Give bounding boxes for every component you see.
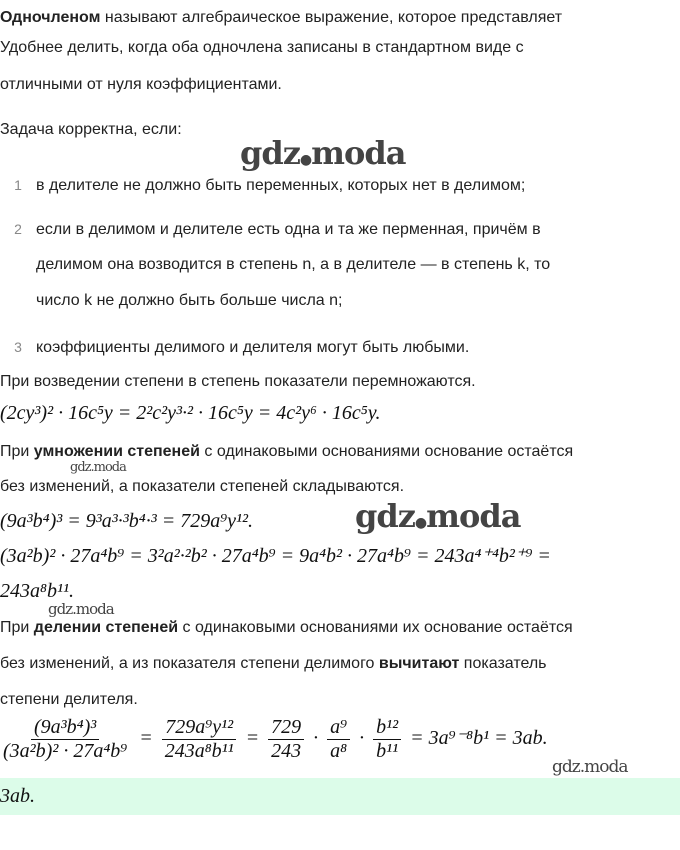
fraction — [268, 716, 304, 763]
watermark: gdz.moda — [552, 757, 628, 777]
list-item — [0, 175, 525, 196]
text: показатель — [459, 655, 547, 672]
answer: 3ab. — [0, 785, 35, 807]
numerator: 729a⁹y¹² — [162, 716, 236, 740]
formula: 243a⁸b¹¹. — [0, 580, 74, 602]
numerator: b¹² — [373, 716, 401, 740]
answer-box — [0, 778, 680, 815]
term: умножении степеней — [33, 443, 200, 460]
denominator: (3a²b)² · 27a⁴b⁹ — [3, 740, 128, 762]
watermark: gdz.moda — [48, 600, 114, 618]
text-line: При возведении степени в степень показатели перемножаются. — [0, 373, 476, 390]
text: с одинаковыми основаниями основание остаётся — [199, 443, 574, 460]
denominator: a⁸ — [330, 740, 348, 762]
denominator: 243 — [271, 740, 302, 762]
list-number: 1 — [14, 177, 22, 193]
watermark: gdz●moda — [355, 497, 521, 535]
list-item — [0, 337, 469, 358]
text-line — [0, 654, 547, 674]
numerator: a⁹ — [327, 716, 350, 740]
list-text: делимом она возводится в степень n, а в делителе — в степень k, то — [36, 256, 551, 273]
list-number: 2 — [14, 221, 22, 237]
denominator: b¹¹ — [376, 740, 399, 762]
term: Одночленом — [0, 9, 101, 26]
text: При — [0, 619, 34, 636]
list-text: если в делимом и делителе есть одна и та же перменная, причём в — [36, 221, 541, 238]
text: с одинаковыми основаниями их основание остаётся — [178, 619, 573, 636]
text-line: Задача корректна, если: — [0, 121, 182, 138]
text-line: без изменений, а показатели степеней складываются. — [0, 478, 405, 495]
text-line — [0, 618, 573, 638]
fraction — [0, 716, 130, 763]
list-text: в делителе не должно быть переменных, которых нет в делимом; — [36, 177, 526, 194]
term: вычитают — [378, 655, 460, 672]
formula: (9a³b⁴)³ = 9³a³·³b⁴·³ = 729a⁹y¹². — [0, 510, 254, 532]
formula: (3a²b)² · 27a⁴b⁹ = 3²a²·²b² · 27a⁴b⁹ = 9a⁴b² · 27a⁴b⁹ = 243a⁴⁺⁴b²⁺⁹ = — [0, 545, 551, 567]
list-item — [0, 219, 541, 240]
formula-tail: = 3a⁹⁻⁸b¹ = 3ab. — [410, 727, 548, 750]
text-line — [0, 442, 573, 462]
fraction — [162, 716, 237, 763]
formula: (2cy³)² · 16c⁵y = 2²c²y³·² · 16c⁵y = 4c²y⁶ · 16c⁵y. — [0, 402, 381, 424]
watermark: gdz.moda — [70, 460, 126, 475]
text-line: отличными от нуля коэффициентами. — [0, 76, 282, 93]
fraction — [373, 716, 401, 763]
text-line: степени делителя. — [0, 691, 138, 708]
watermark: gdz●moda — [240, 134, 406, 172]
fraction-formula: $\frac{\text{(9a³b⁴)³}}{\text{(3a²b)² · 27a⁴b⁹}}$ = $\frac{\text{729a⁹y¹²}}{\text{243a⁸b¹¹}}$ = $\frac{729}{243}$ · $\frac{\text{a⁹}}{\text{a⁸}}$ · $\frac{\text{b¹²}}{\text{b¹¹}}$ = 3a⁹⁻⁸b¹ = 3ab. — [0, 716, 548, 763]
denominator: 243a⁸b¹¹ — [164, 740, 234, 762]
list-number: 3 — [14, 339, 22, 355]
numerator: (9a³b⁴)³ — [31, 716, 99, 740]
text: без изменений, а из показателя степени делимого — [0, 655, 379, 672]
text: называют алгебраическое выражение, которое представляет — [100, 9, 563, 26]
text-line: Удобнее делить, когда оба одночлена записаны в стандартном виде с — [0, 39, 524, 56]
list-text: число k не должно быть больше числа n; — [36, 292, 343, 309]
fraction — [327, 716, 350, 763]
text: При — [0, 443, 34, 460]
definition-line — [0, 8, 562, 28]
numerator: 729 — [268, 716, 304, 740]
term: делении степеней — [33, 619, 179, 636]
list-text: коэффициенты делимого и делителя могут быть любыми. — [36, 339, 470, 356]
